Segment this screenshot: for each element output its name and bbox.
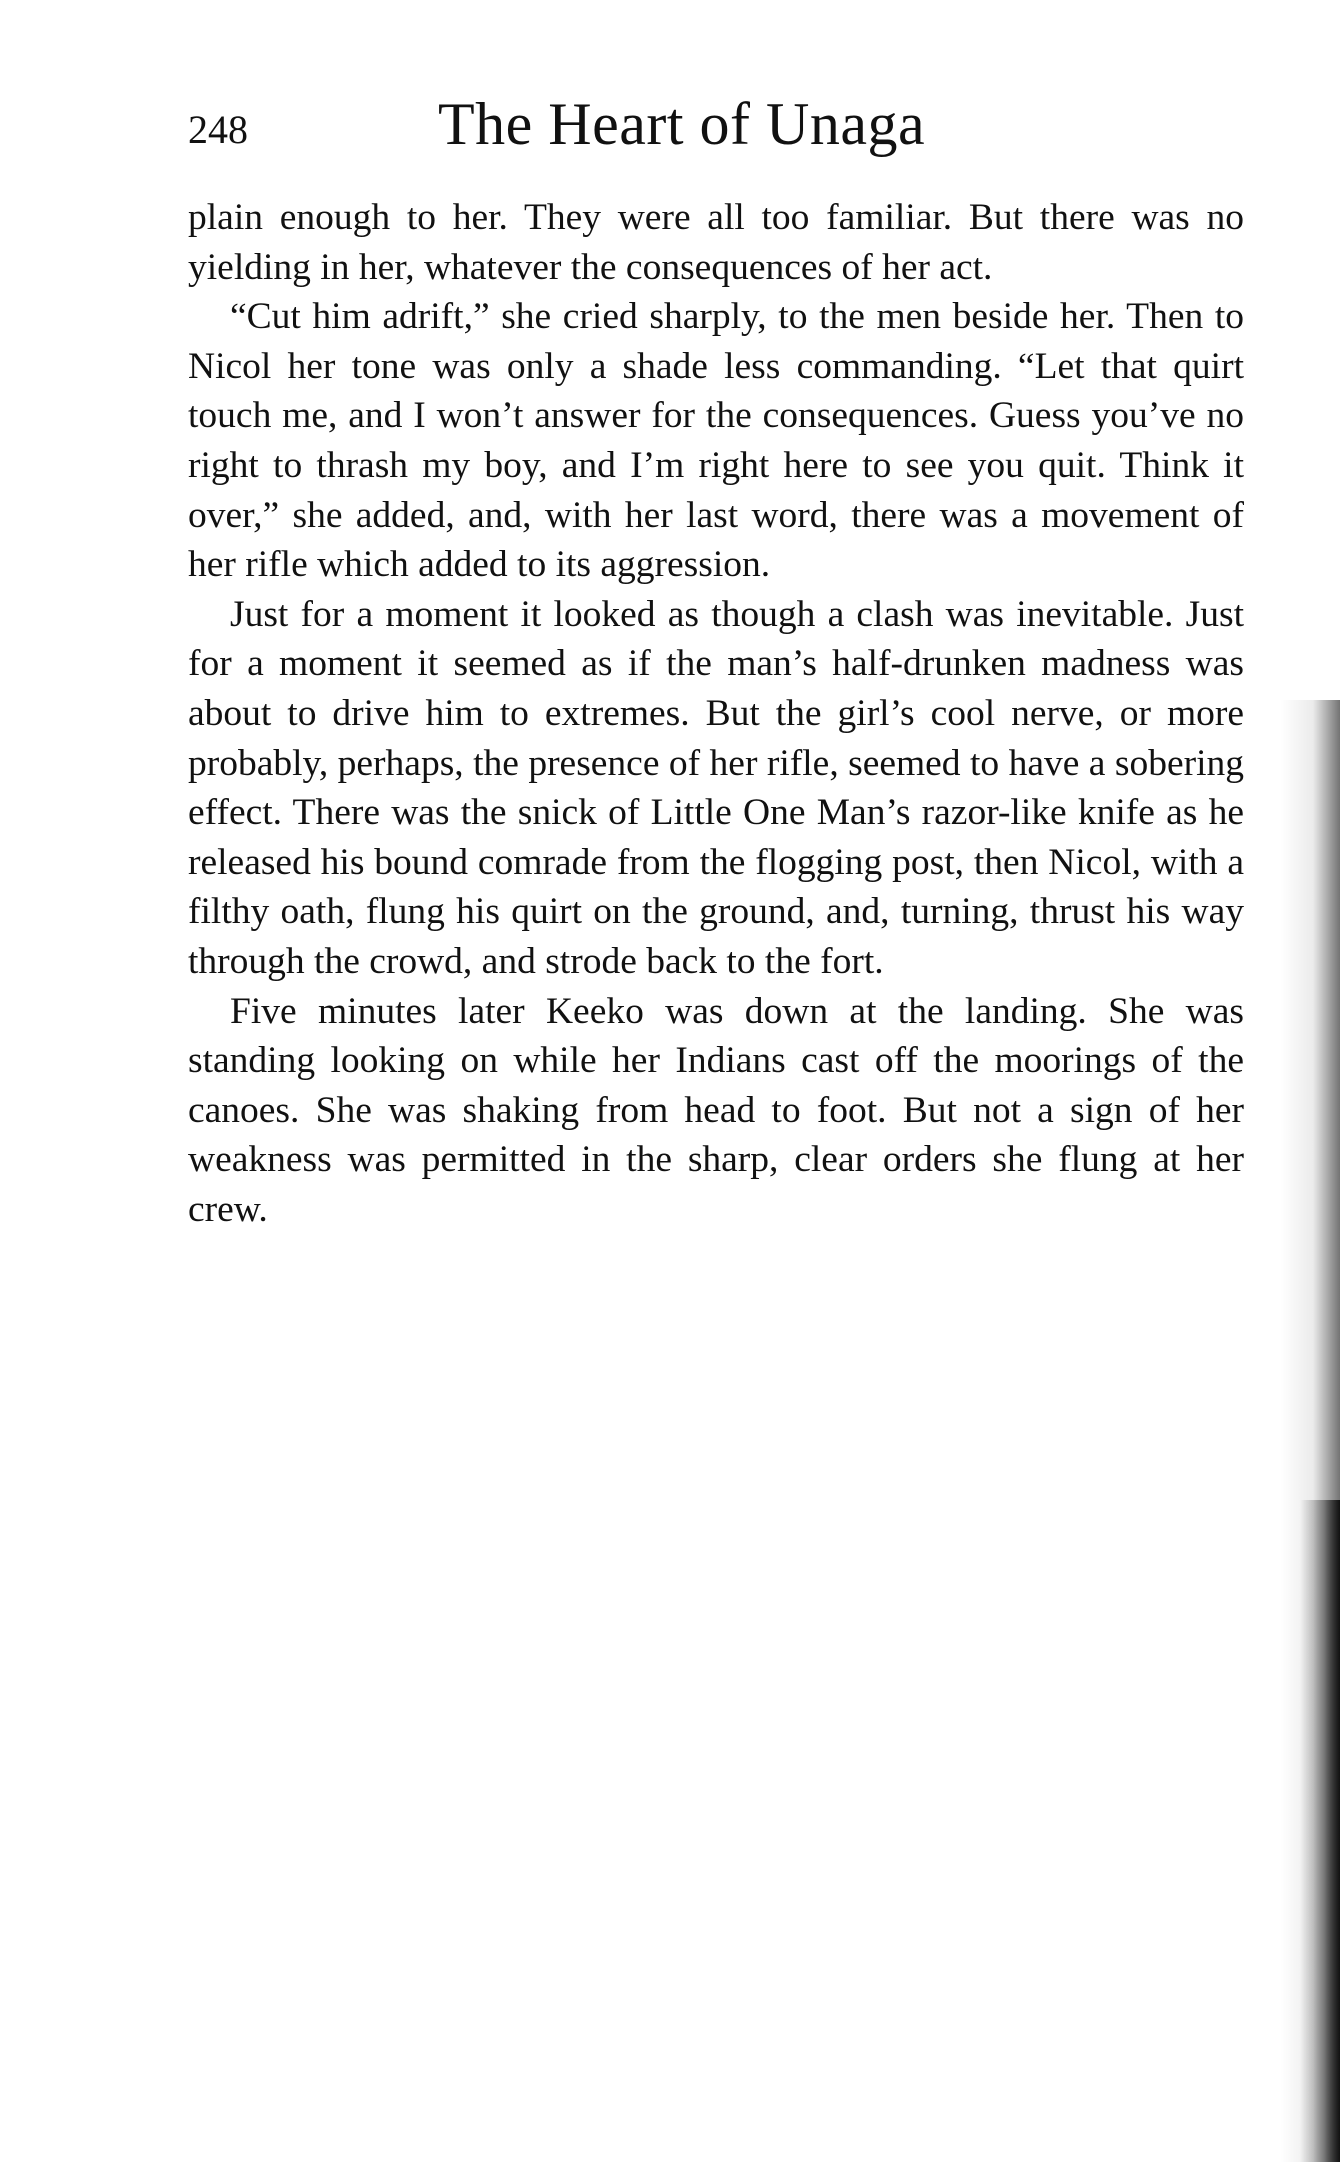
paragraph: Just for a moment it looked as though a clash was inevitable. Just for a moment it seemed as if the man’s half-drunken madness was about to drive him to extremes. But the girl’s cool nerve, or more probably, perhaps, the presence of her rifle, seemed to have a sobering effect. There was the snick of Little One Man’s razor-like knife as he released his bound comrade from the flogging post, then Nicol, with a filthy oath, flung his quirt on the ground, and, turning, thrust his way through the crowd, and strode back to the fort. xyxy=(188,593,1244,982)
book-title: The Heart of Unaga xyxy=(438,91,926,157)
body-text xyxy=(188,193,1244,1234)
running-head xyxy=(188,88,1248,168)
page-edge-shadow-lower xyxy=(1300,1500,1340,2162)
paragraph: “Cut him adrift,” she cried sharply, to the men beside her. Then to Nicol her tone was only a shade less commanding. “Let that quirt touch me, and I won’t answer for the consequences. Guess you’ve no right to thrash my boy, and I’m right here to see you quit. Think it over,” she added, and, with her last word, there was a movement of her rifle which added to its aggression. xyxy=(188,296,1244,586)
page-number: 248 xyxy=(188,107,248,152)
paragraph: Five minutes later Keeko was down at the landing. She was standing looking on while her Indians cast off the moorings of the canoes. She was shaking from head to foot. But not a sign of her weakness was permitted in the sharp, clear orders she flung at her crew. xyxy=(188,990,1244,1230)
paragraph-continuation: plain enough to her. They were all too familiar. But there was no yielding in her, whatever the consequences of her act. xyxy=(188,197,1244,288)
